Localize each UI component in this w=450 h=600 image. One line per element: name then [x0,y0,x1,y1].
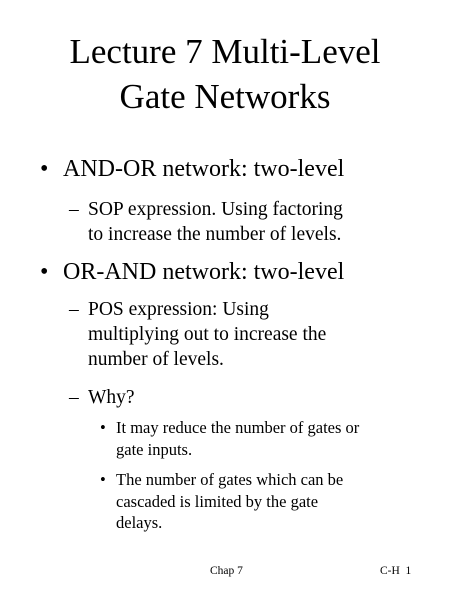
dash-marker: – [69,299,79,320]
text-line: delays. [116,513,163,532]
text-line: SOP expression. Using factoring [88,199,343,220]
sub-sub-bullet-text [116,469,436,534]
sub-bullet-text [88,297,428,372]
text-line: number of levels. [88,349,224,370]
text-line: The number of gates which can be [116,470,344,489]
bullet-marker: • [100,418,106,437]
text-line: multiplying out to increase the [88,324,327,345]
sub-bullet-text [88,385,428,410]
dash-marker: – [69,199,79,220]
bullet-text: OR-AND network: two-level [63,259,345,285]
bullet-text: AND-OR network: two-level [63,156,345,182]
bullet-marker: • [40,259,49,285]
bullet-marker: • [40,156,49,182]
sub-sub-bullet-text [116,417,436,460]
dash-marker: – [69,387,79,408]
slide-title [0,29,450,119]
sub-bullet-text [88,197,428,247]
text-line: POS expression: Using [88,299,269,320]
title-line-2: Gate Networks [119,77,331,116]
text-line: Why? [88,387,135,408]
footer-page-number: C-H 1 [380,565,412,577]
text-line: cascaded is limited by the gate [116,491,319,511]
bullet-marker: • [100,470,106,489]
title-line-1: Lecture 7 Multi-Level [69,32,381,71]
text-line: gate inputs. [116,439,193,459]
text-line: It may reduce the number of gates or [116,418,360,437]
text-line: to increase the number of levels. [88,224,342,245]
footer-chapter: Chap 7 [210,565,243,577]
